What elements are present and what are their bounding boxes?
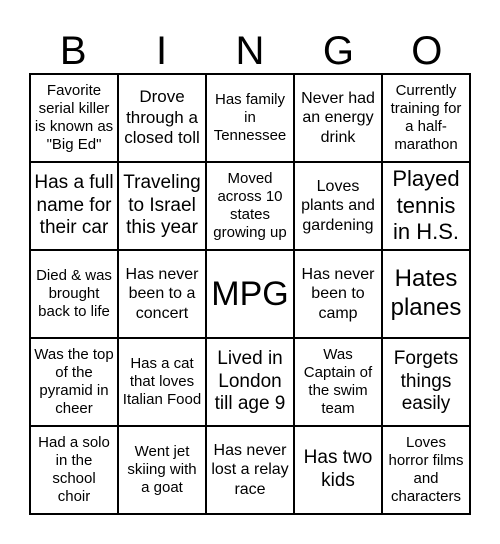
bingo-cell[interactable] xyxy=(118,162,206,250)
cell-text: Has two kids xyxy=(303,447,373,491)
bingo-cell[interactable] xyxy=(294,338,382,426)
bingo-cell[interactable] xyxy=(382,250,470,338)
bingo-cell[interactable] xyxy=(30,338,118,426)
bingo-cell[interactable] xyxy=(206,338,294,426)
cell-text: Has a cat that loves Italian Food xyxy=(122,355,202,408)
bingo-cell[interactable] xyxy=(294,74,382,162)
bingo-cell[interactable] xyxy=(382,74,470,162)
cell-text: Loves horror films and characters xyxy=(388,434,464,505)
cell-text: Moved across 10 states growing up xyxy=(213,170,287,241)
bingo-cell[interactable] xyxy=(206,74,294,162)
cell-text: Was the top of the pyramid in cheer xyxy=(34,346,114,417)
bingo-cell[interactable] xyxy=(294,162,382,250)
cell-text: Had a solo in the school choir xyxy=(38,434,110,505)
bingo-cell[interactable] xyxy=(30,250,118,338)
cell-text: Has never been to a concert xyxy=(125,266,199,322)
header-letter-o: O xyxy=(411,28,443,73)
cell-text: Has never lost a relay race xyxy=(211,442,289,498)
cell-text: Loves plants and gardening xyxy=(301,178,375,234)
bingo-cell[interactable] xyxy=(30,74,118,162)
bingo-cell[interactable] xyxy=(118,74,206,162)
bingo-cell[interactable] xyxy=(294,426,382,514)
cell-text: Lived in London till age 9 xyxy=(214,347,286,415)
header-letter-g: G xyxy=(322,28,354,73)
bingo-cell[interactable] xyxy=(206,162,294,250)
bingo-header xyxy=(29,28,471,73)
cell-text: Played tennis in H.S. xyxy=(392,166,460,245)
cell-text: Went jet skiing with a goat xyxy=(127,443,197,496)
cell-text: Drove through a closed toll xyxy=(124,87,200,148)
cell-text: MPG xyxy=(211,274,289,313)
cell-text: Has never been to camp xyxy=(301,266,375,322)
bingo-board xyxy=(29,73,471,515)
header-letter-n: N xyxy=(235,28,265,73)
bingo-cell[interactable] xyxy=(294,250,382,338)
cell-text: Has a full name for their car xyxy=(34,171,114,239)
bingo-cell[interactable] xyxy=(382,162,470,250)
cell-text: Has family in Tennessee xyxy=(213,91,287,144)
cell-text: Favorite serial killer is known as "Big Ed" xyxy=(34,82,114,153)
header-letter-b: B xyxy=(59,28,87,73)
cell-text: Currently training for a half-marathon xyxy=(390,82,462,153)
cell-text: Died & was brought back to life xyxy=(36,267,112,320)
cell-text: Hates planes xyxy=(390,265,462,321)
bingo-cell[interactable] xyxy=(30,426,118,514)
cell-text: Traveling to Israel this year xyxy=(123,171,201,239)
bingo-cell[interactable] xyxy=(382,338,470,426)
bingo-cell[interactable] xyxy=(206,426,294,514)
bingo-cell[interactable] xyxy=(118,250,206,338)
header-letter-i: I xyxy=(156,28,168,73)
bingo-free-space[interactable] xyxy=(206,250,294,338)
cell-text: Never had an energy drink xyxy=(301,90,375,146)
cell-text: Was Captain of the swim team xyxy=(303,346,373,417)
cell-text: Forgets things easily xyxy=(393,347,459,415)
bingo-cell[interactable] xyxy=(118,426,206,514)
bingo-cell[interactable] xyxy=(382,426,470,514)
bingo-cell[interactable] xyxy=(30,162,118,250)
bingo-cell[interactable] xyxy=(118,338,206,426)
